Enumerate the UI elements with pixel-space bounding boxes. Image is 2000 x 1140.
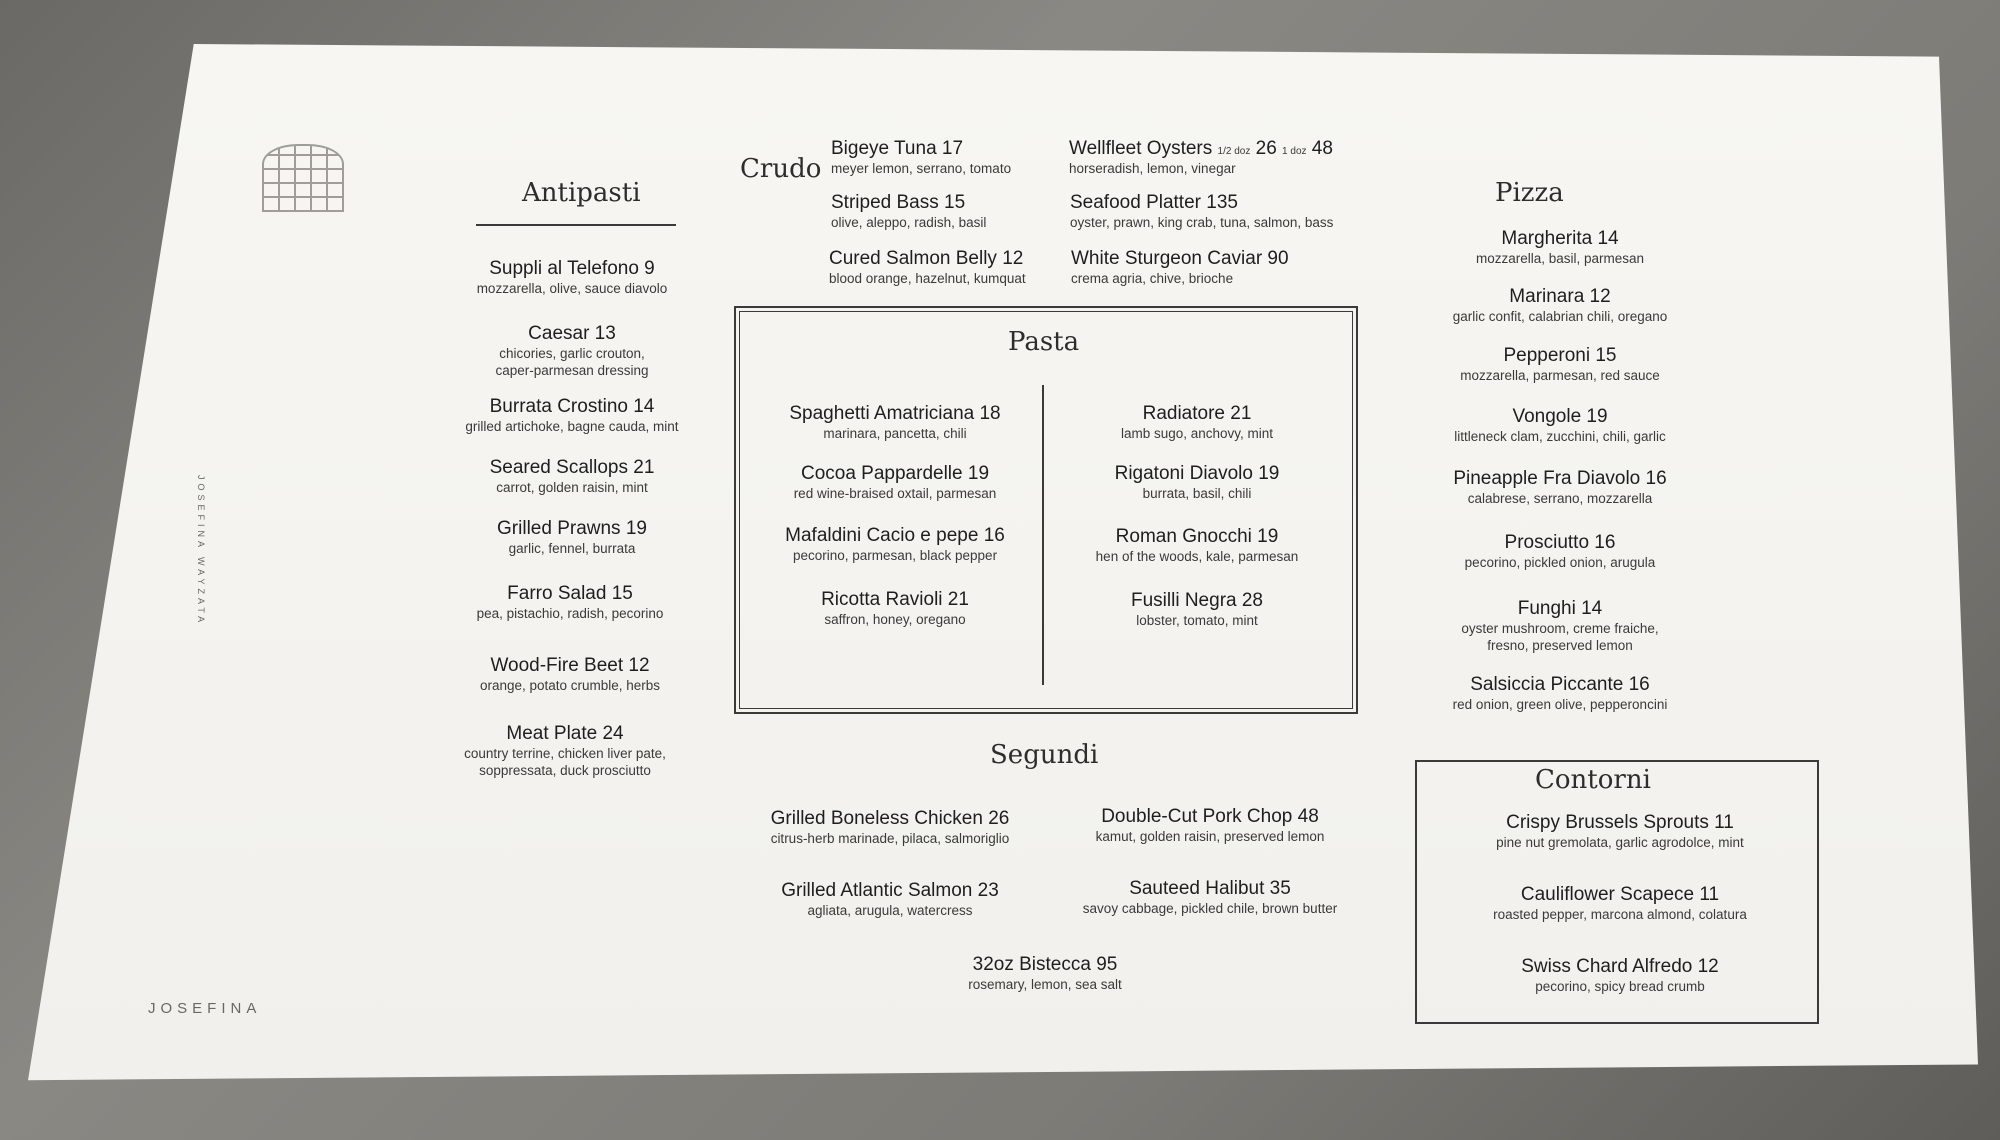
menu-item: Marinara 12 garlic confit, calabrian chili, oregano <box>1452 286 1668 324</box>
pasta-box <box>734 306 1358 714</box>
vertical-brand-text: JOSEFINA WAYZATA <box>196 475 206 627</box>
menu-item: Burrata Crostino 14 grilled artichoke, bagne cauda, mint <box>465 396 679 434</box>
menu-item: Rigatoni Diavolo 19 burrata, basil, chili <box>1114 463 1280 501</box>
menu-item: Spaghetti Amatriciana 18 marinara, pancetta, chili <box>789 403 1001 441</box>
menu-item: Margherita 14 mozzarella, basil, parmesan <box>1475 228 1645 266</box>
menu-item: Striped Bass 15 olive, aleppo, radish, basil <box>831 192 987 230</box>
section-title-pizza: Pizza <box>1495 178 1564 208</box>
menu-item: Fusilli Negra 28 lobster, tomato, mint <box>1131 590 1263 628</box>
menu-item: White Sturgeon Caviar 90 crema agria, chive, brioche <box>1071 248 1289 286</box>
menu-item: Cocoa Pappardelle 19 red wine-braised oxtail, parmesan <box>793 463 997 501</box>
menu-item: Crispy Brussels Sprouts 11 pine nut gremolata, garlic agrodolce, mint <box>1496 812 1744 850</box>
menu-item: Suppli al Telefono 9 mozzarella, olive, sauce diavolo <box>476 258 668 296</box>
menu-item: Ricotta Ravioli 21 saffron, honey, oregano <box>821 589 969 627</box>
menu-item: Grilled Boneless Chicken 26 citrus-herb marinade, pilaca, salmoriglio <box>770 808 1010 846</box>
menu-item: Salsiccia Piccante 16 red onion, green olive, pepperoncini <box>1452 674 1668 712</box>
section-title-crudo: Crudo <box>740 154 822 184</box>
menu-item: Double-Cut Pork Chop 48 kamut, golden raisin, preserved lemon <box>1095 806 1325 844</box>
menu-item: Pepperoni 15 mozzarella, parmesan, red sauce <box>1460 345 1660 383</box>
menu-item: Wood-Fire Beet 12 orange, potato crumble, herbs <box>479 655 661 693</box>
menu-item: Roman Gnocchi 19 hen of the woods, kale, parmesan <box>1095 526 1299 564</box>
section-title-antipasti: Antipasti <box>522 178 641 208</box>
menu-item: Funghi 14 oyster mushroom, creme fraiche, fresno, preserved lemon <box>1461 598 1659 653</box>
menu-item: Radiatore 21 lamb sugo, anchovy, mint <box>1120 403 1274 441</box>
menu-item: Wellfleet Oysters 1/2 doz 26 1 doz 48 horseradish, lemon, vinegar <box>1069 138 1333 176</box>
menu-item: Cauliflower Scapece 11 roasted pepper, marcona almond, colatura <box>1493 884 1747 922</box>
pasta-divider <box>1042 385 1044 685</box>
menu-item: Seafood Platter 135 oyster, prawn, king crab, tuna, salmon, bass <box>1070 192 1334 230</box>
menu-item: Mafaldini Cacio e pepe 16 pecorino, parmesan, black pepper <box>785 525 1005 563</box>
menu-item: Pineapple Fra Diavolo 16 calabrese, serrano, mozzarella <box>1453 468 1667 506</box>
menu-item: Swiss Chard Alfredo 12 pecorino, spicy bread crumb <box>1521 956 1719 994</box>
antipasti-divider <box>476 224 676 226</box>
section-title-pasta: Pasta <box>1008 327 1080 357</box>
menu-item: Meat Plate 24 country terrine, chicken liver pate, soppressata, duck prosciutto <box>464 723 666 778</box>
window-logo-icon <box>262 144 344 212</box>
menu-item: Bigeye Tuna 17 meyer lemon, serrano, tomato <box>831 138 1012 176</box>
section-title-contorni: Contorni <box>1535 765 1651 795</box>
menu-item: Grilled Prawns 19 garlic, fennel, burrata <box>497 518 647 556</box>
footer-brand-logo: JOSEFINA <box>148 1000 262 1017</box>
menu-item: Sauteed Halibut 35 savoy cabbage, pickled chile, brown butter <box>1082 878 1338 916</box>
menu-item: Vongole 19 littleneck clam, zucchini, chili, garlic <box>1454 406 1666 444</box>
menu-item: Cured Salmon Belly 12 blood orange, hazelnut, kumquat <box>829 248 1026 286</box>
menu-item: Caesar 13 chicories, garlic crouton, caper-parmesan dressing <box>495 323 649 378</box>
menu-item: 32oz Bistecca 95 rosemary, lemon, sea salt <box>968 954 1122 992</box>
menu-item: Farro Salad 15 pea, pistachio, radish, pecorino <box>476 583 664 621</box>
menu-item: Seared Scallops 21 carrot, golden raisin, mint <box>489 457 655 495</box>
menu-item: Grilled Atlantic Salmon 23 agliata, arugula, watercress <box>781 880 999 918</box>
menu-item: Prosciutto 16 pecorino, pickled onion, arugula <box>1464 532 1656 570</box>
section-title-segundi: Segundi <box>990 740 1099 770</box>
